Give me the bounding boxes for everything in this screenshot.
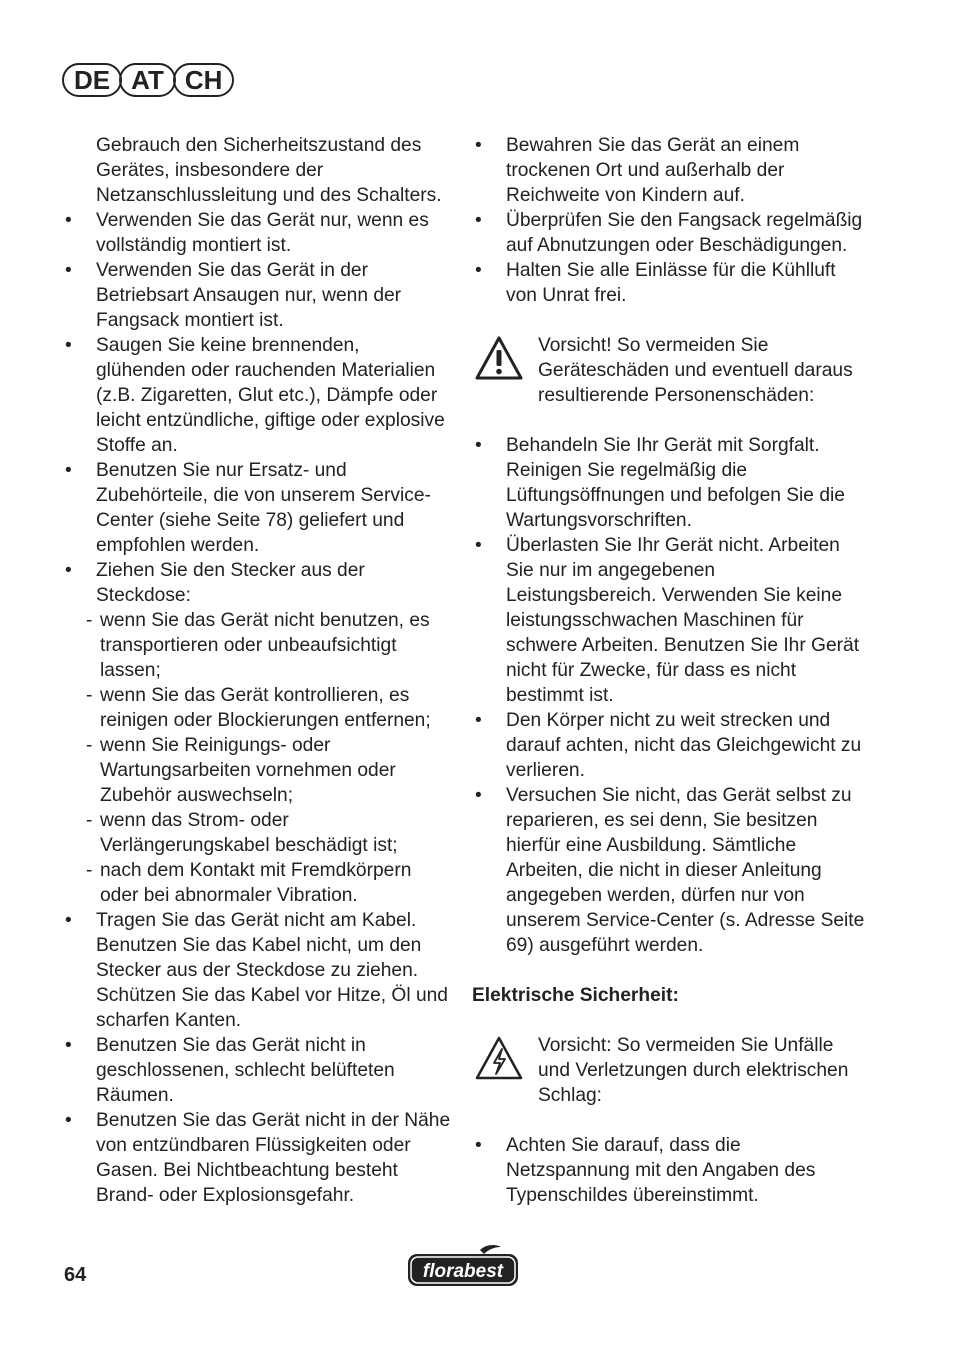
list-item: • Ziehen Sie den Stecker aus der Steckdose: bbox=[62, 558, 452, 608]
list-item: • Verwenden Sie das Gerät nur, wenn es vollständig montiert ist. bbox=[62, 208, 452, 258]
sub-list-item: - wenn Sie Reinigungs- oder Wartungsarbeiten vornehmen oder Zubehör auswechseln; bbox=[62, 733, 452, 808]
caution-note bbox=[472, 333, 867, 408]
caution-text: Vorsicht: So vermeiden Sie Unfälle und Verletzungen durch elektrischen Schlag: bbox=[538, 1035, 849, 1106]
sub-list-item: - wenn das Strom- oder Verlängerungskabel beschädigt ist; bbox=[62, 808, 452, 858]
list-item: • Überprüfen Sie den Fangsack regelmäßig auf Abnutzungen oder Beschädigungen. bbox=[472, 208, 867, 258]
left-column bbox=[62, 133, 452, 1208]
lang-ch: CH bbox=[173, 63, 235, 97]
list-item: • Halten Sie alle Einlässe für die Kühlluft von Unrat frei. bbox=[472, 258, 867, 308]
caution-text: Vorsicht! So vermeiden Sie Geräteschäden und eventuell daraus resultierende Personenschäden: bbox=[538, 335, 853, 406]
list-item: • Bewahren Sie das Gerät an einem trockenen Ort und außerhalb der Reichweite von Kindern auf. bbox=[472, 133, 867, 208]
sub-list-item: - wenn Sie das Gerät nicht benutzen, es transportieren oder unbeaufsichtigt lassen; bbox=[62, 608, 452, 683]
list-item: • Saugen Sie keine brennenden, glühenden oder rauchenden Materialien (z.B. Zigaretten, Glut etc.), Dämpfe oder leicht entzündliche, giftige oder explosive Stoffe an. bbox=[62, 333, 452, 458]
sub-list-item: - nach dem Kontakt mit Fremdkörpern oder bei abnormaler Vibration. bbox=[62, 858, 452, 908]
lang-at: AT bbox=[119, 63, 176, 97]
list-item: • Achten Sie darauf, dass die Netzspannung mit den Angaben des Typenschildes übereinstimmt. bbox=[472, 1133, 867, 1208]
list-item: • Benutzen Sie nur Ersatz- und Zubehörteile, die von unserem Service-Center (siehe Seite 78) geliefert und empfohlen werden. bbox=[62, 458, 452, 558]
electric-caution-note bbox=[472, 1033, 867, 1108]
electric-shock-icon bbox=[474, 1035, 524, 1081]
florabest-logo bbox=[406, 1244, 520, 1295]
page-number: 64 bbox=[64, 1264, 87, 1286]
list-item: • Überlasten Sie Ihr Gerät nicht. Arbeiten Sie nur im angegebenen Leistungsbereich. Verwenden Sie keine leistungsschwachen Maschinen für schwere Arbeiten. Benutzen Sie Ihr Gerät nicht für Zwecke, für dass es nicht bestimmt ist. bbox=[472, 533, 867, 708]
list-item: • Tragen Sie das Gerät nicht am Kabel. Benutzen Sie das Kabel nicht, um den Stecker aus der Steckdose zu ziehen. Schützen Sie das Kabel vor Hitze, Öl und scharfen Kanten. bbox=[62, 908, 452, 1033]
list-item: • Benutzen Sie das Gerät nicht in der Nähe von entzündbaren Flüssigkeiten oder Gasen. Bei Nichtbeachtung besteht Brand- oder Explosionsgefahr. bbox=[62, 1108, 452, 1208]
list-item: • Den Körper nicht zu weit strecken und darauf achten, nicht das Gleichgewicht zu verlieren. bbox=[472, 708, 867, 783]
sub-list-item: - wenn Sie das Gerät kontrollieren, es reinigen oder Blockierungen entfernen; bbox=[62, 683, 452, 733]
list-item: • Behandeln Sie Ihr Gerät mit Sorgfalt. Reinigen Sie regelmäßig die Lüftungsöffnungen und befolgen Sie die Wartungsvorschriften. bbox=[472, 433, 867, 533]
language-badges bbox=[62, 63, 231, 97]
list-item: • Benutzen Sie das Gerät nicht in geschlossenen, schlecht belüfteten Räumen. bbox=[62, 1033, 452, 1108]
warning-triangle-icon bbox=[474, 335, 524, 381]
list-item: • Verwenden Sie das Gerät in der Betriebsart Ansaugen nur, wenn der Fangsack montiert ist. bbox=[62, 258, 452, 333]
section-heading: Elektrische Sicherheit: bbox=[472, 985, 679, 1006]
svg-text:florabest: florabest bbox=[422, 1261, 504, 1282]
list-item: • Versuchen Sie nicht, das Gerät selbst zu reparieren, es sei denn, Sie besitzen hierfür eine Ausbildung. Sämtliche Arbeiten, die nicht in dieser Anleitung angegeben werden, dürfen nur von unserem Service-Center (s. Adresse Seite 69) ausgeführt werden. bbox=[472, 783, 867, 958]
lang-de: DE bbox=[62, 63, 122, 97]
right-column bbox=[472, 133, 867, 1208]
continued-text: Gebrauch den Sicherheitszustand des Gerätes, insbesondere der Netzanschlussleitung und des Schalters. bbox=[96, 135, 442, 206]
